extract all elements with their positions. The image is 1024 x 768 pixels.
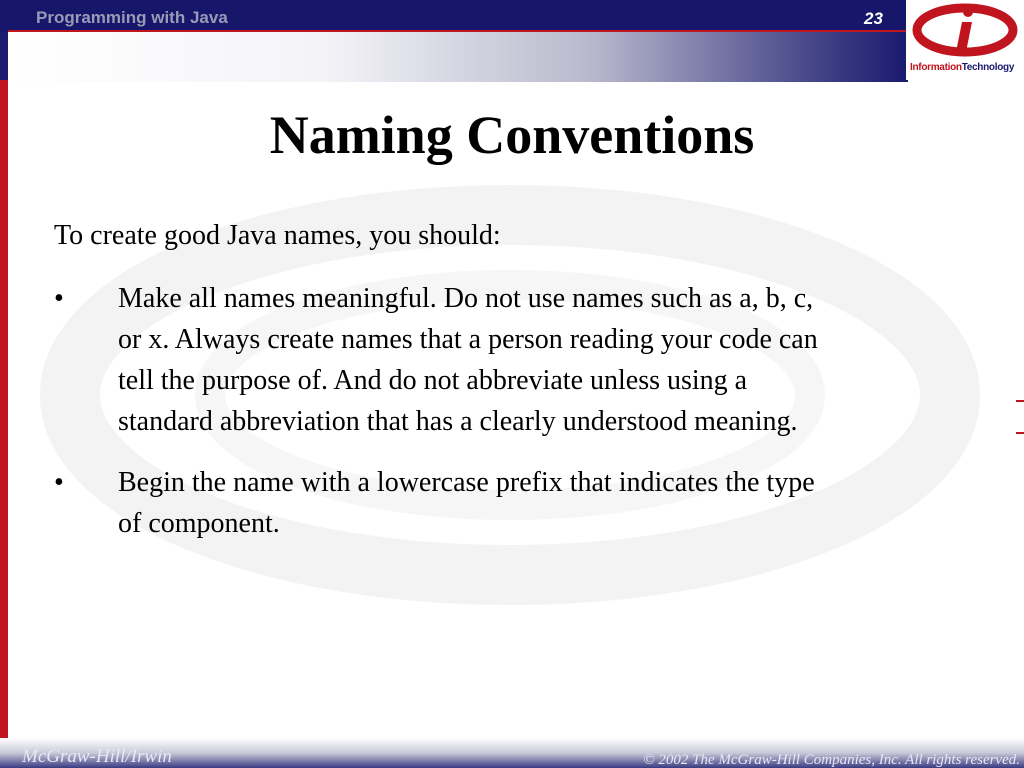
bullet-line: or x. Always create names that a person reading your code can: [118, 324, 818, 355]
logo-icon: [912, 2, 1018, 62]
logo-text: [910, 62, 1014, 73]
information-technology-logo: [906, 0, 1024, 80]
bullet-symbol: •: [54, 467, 64, 498]
right-accent-lines: [1016, 400, 1024, 434]
logo-text-technology: Technology: [961, 62, 1015, 73]
footer-publisher: McGraw-Hill/Irwin: [22, 746, 172, 767]
header-gradient-band: [8, 32, 908, 82]
bullet-line: Make all names meaningful. Do not use names such as a, b, c,: [118, 283, 814, 314]
slide-title: Naming Conventions: [269, 105, 755, 165]
bullet-text: [118, 462, 998, 544]
bullet-text: [118, 278, 998, 442]
bullet-line: of component.: [118, 508, 280, 539]
page-number: 23: [864, 9, 883, 28]
course-title: Programming with Java: [36, 8, 228, 27]
bullet-symbol: •: [54, 283, 64, 314]
bullet-line: Begin the name with a lowercase prefix that indicates the type: [118, 467, 815, 498]
intro-text: To create good Java names, you should:: [54, 220, 501, 251]
footer-copyright: © 2002 The McGraw-Hill Companies, Inc. All rights reserved.: [643, 752, 1020, 768]
logo-text-information: Information: [910, 62, 962, 73]
bullet-line: tell the purpose of. And do not abbreviate unless using a: [118, 365, 748, 396]
bullet-line: standard abbreviation that has a clearly understood meaning.: [118, 406, 798, 437]
